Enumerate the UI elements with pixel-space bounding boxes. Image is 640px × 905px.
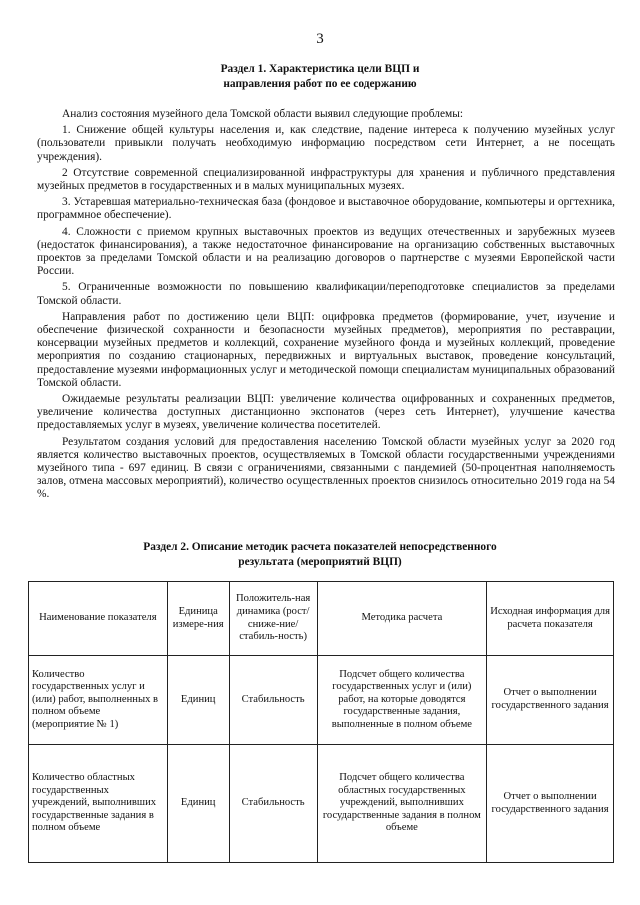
cell-method: Подсчет общего количества областных государственных учреждений, выполнивших государственные задания в полном объеме xyxy=(317,745,487,863)
paragraph-problem-5: 5. Ограниченные возможности по повышению квалификации/переподготовке специалистов за пределами Томской области. xyxy=(37,281,615,307)
table-row xyxy=(29,656,614,745)
header-source-info: Исходная информация для расчета показателя xyxy=(487,582,614,656)
section-1-body xyxy=(37,108,615,505)
paragraph-expected-results: Ожидаемые результаты реализации ВЦП: увеличение количества оцифрованных и сохраненных предметов, увеличение количества доступных дистанционно экспонатов (через сеть Интернет), улучшение качества предоставляемых услуг в музеях, увеличение количества посетителей. xyxy=(37,393,615,432)
paragraph-results-2020: Результатом создания условий для предоставления населению Томской области музейных услуг за 2020 год является количество выставочных проектов, осуществляемых в Томской области государственными учреждениями музейного типа - 697 единиц. В связи с ограничениями, связанными с пандемией (50-процентная наполняемость залов, отмена массовых мероприятий), количество осуществленных проектов снизилось относительно 2019 года на 54 %. xyxy=(37,435,615,501)
indicators-table xyxy=(28,581,614,863)
cell-indicator-name: Количество областных государственных учреждений, выполнивших государственные задания в полном объеме xyxy=(29,745,168,863)
table-header-row xyxy=(29,582,614,656)
section-1-title-line-2: направления работ по ее содержанию xyxy=(223,78,417,90)
header-unit: Единица измере-ния xyxy=(167,582,229,656)
cell-dynamics: Стабильность xyxy=(229,745,317,863)
table-row xyxy=(29,745,614,863)
paragraph-problem-1: 1. Снижение общей культуры населения и, как следствие, падение интереса к получению музейных услуг (пользователи привыкли получать необходимую информацию посредством сети Интернет, а не посещать учреждения). xyxy=(37,124,615,163)
cell-dynamics: Стабильность xyxy=(229,656,317,745)
cell-source-info: Отчет о выполнении государственного задания xyxy=(487,656,614,745)
cell-source-info: Отчет о выполнении государственного задания xyxy=(487,745,614,863)
section-1-title xyxy=(0,62,640,92)
paragraph-intro: Анализ состояния музейного дела Томской области выявил следующие проблемы: xyxy=(62,108,464,120)
section-2-title-line-2: результата (мероприятий ВЦП) xyxy=(238,556,402,568)
section-2-title xyxy=(0,540,640,570)
section-1-title-line-1: Раздел 1. Характеристика цели ВЦП и xyxy=(220,63,420,75)
header-dynamics: Положитель-ная динамика (рост/сниже-ние/стабиль-ность) xyxy=(229,582,317,656)
header-method: Методика расчета xyxy=(317,582,487,656)
paragraph-problem-4: 4. Сложности с приемом крупных выставочных проектов из ведущих отечественных и зарубежных музеев (недостаток финансирования), а также недостаточное финансирование на организацию собственных выставочных проектов за пределами Томской области и на реализацию договоров о партнерстве с музеями Европейской части России. xyxy=(37,225,615,278)
section-2-title-line-1: Раздел 2. Описание методик расчета показателей непосредственного xyxy=(143,541,497,553)
cell-unit: Единиц xyxy=(167,656,229,745)
header-indicator-name: Наименование показателя xyxy=(29,582,168,656)
page-number: 3 xyxy=(316,31,324,47)
paragraph-problem-2: 2 Отсутствие современной специализированной инфраструктуры для хранения и публичного представления музейных предметов в государственных и в малых муниципальных музеях. xyxy=(37,166,615,193)
cell-unit: Единиц xyxy=(167,745,229,863)
paragraph-problem-3: 3. Устаревшая материально-техническая база (фондовое и выставочное оборудование, компьютеры и оргтехника, программное обеспечение). xyxy=(37,196,615,222)
paragraph-directions: Направления работ по достижению цели ВЦП: оцифровка предметов (формирование, учет, изучение и обеспечение физической сохранности и безопасности музейных предметов), мероприятия по реставрации, консервации музейных предметов и коллекций, сохранение музейного фонда и музейных коллекций, проведение мероприятия по созданию стационарных, передвижных и виртуальных выставок, проведение консультаций, предоставление музеями информационных услуг и методической помощи специалистам муниципальных образований Томской области. xyxy=(37,310,615,389)
cell-indicator-name: Количество государственных услуг и (или) работ, выполненных в полном объеме (мероприятие № 1) xyxy=(29,656,168,745)
cell-method: Подсчет общего количества государственных услуг и (или) работ, на которые доводятся государственные задания, выполненные в полном объеме xyxy=(317,656,487,745)
